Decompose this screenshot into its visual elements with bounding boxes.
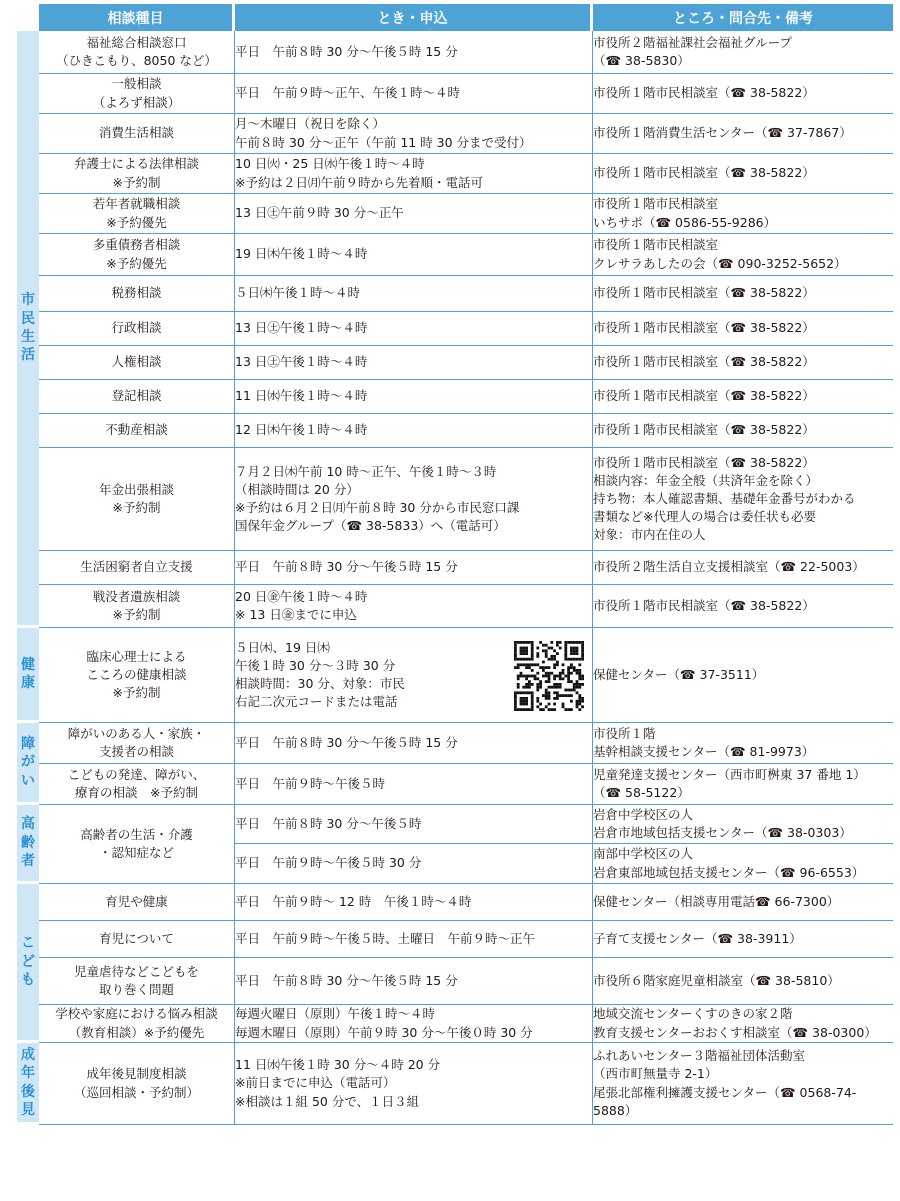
text-line: 市役所１階市民相談室（☎ 38-5822） <box>593 454 815 470</box>
text-line: 療育の相談 ※予約制 <box>75 785 198 800</box>
cell-when <box>235 844 593 884</box>
cell-when <box>235 74 593 114</box>
text-line: ７月２日㈭午前 10 時～正午、午後１時～３時 <box>235 463 497 479</box>
text-line: 11 日㈬午後１時～４時 <box>235 388 368 404</box>
category-shimin-seikatsu <box>17 31 39 628</box>
cell-when <box>235 958 593 1005</box>
cell-where <box>593 448 893 551</box>
header-type: 相談種目 <box>39 4 235 31</box>
cell-where <box>593 723 893 764</box>
text-line: 13 日㊏午後１時～４時 <box>235 354 368 370</box>
cell-consult-type <box>39 114 235 154</box>
category-char: 康 <box>21 675 35 691</box>
cell-where <box>593 414 893 448</box>
cell-when <box>235 805 593 844</box>
text-line: 国保年金グループ（☎ 38-5833）へ（電話可） <box>235 518 506 534</box>
cell-when <box>235 921 593 958</box>
text-line: 学校や家庭における悩み相談 <box>55 1006 218 1022</box>
category-char: ど <box>21 953 35 970</box>
text-line: 障がいのある人・家族・ <box>67 725 206 741</box>
cell-where <box>593 1043 893 1125</box>
text-line: 臨床心理士による <box>86 648 187 664</box>
text-line: いちサポ（☎ 0586-55-9286） <box>593 214 777 230</box>
cell-consult-type <box>39 805 235 884</box>
text-line: 保健センター（☎ 37-3511） <box>593 666 765 682</box>
table-row <box>17 551 893 585</box>
text-line: 市役所２階福祉課社会福祉グループ <box>593 34 793 50</box>
text-line: 平日 午前９時～正午、午後１時～４時 <box>235 85 461 101</box>
text-line: 市役所１階市民相談室（☎ 38-5822） <box>593 422 815 438</box>
cell-consult-type <box>39 448 235 551</box>
text-line: ※予約制 <box>112 685 161 701</box>
text-line: （よろず相談） <box>92 94 181 110</box>
text-line: 市役所１階市民相談室（☎ 38-5822） <box>593 85 815 101</box>
text-line: 児童発達支援センター（西市町桝東 37 番地 1） <box>593 766 866 782</box>
text-line: 平日 午前９時～午後５時 30 分 <box>235 855 422 871</box>
cell-when <box>235 585 593 628</box>
text-line: 不動産相談 <box>105 422 168 438</box>
table-row <box>17 194 893 234</box>
category-char: 障 <box>21 735 35 752</box>
text-line: ※予約優先 <box>106 214 167 230</box>
cell-when <box>235 154 593 194</box>
text-line: 福祉総合相談窓口 <box>86 34 187 50</box>
table-row <box>17 346 893 380</box>
text-line: 市役所１階 <box>593 725 656 741</box>
cell-when <box>235 276 593 312</box>
cell-consult-type <box>39 154 235 194</box>
text-line: 書類など※代理人の場合は委任状も必要 <box>593 509 816 525</box>
header-where: ところ・問合先・備考 <box>593 4 893 31</box>
text-line: ※予約は６月２日㈪午前８時 30 分から市民窓口課 <box>235 500 520 515</box>
qr-code-icon[interactable] <box>514 641 584 711</box>
text-line: ※予約優先 <box>106 255 167 271</box>
cell-consult-type <box>39 74 235 114</box>
category-char: 民 <box>21 310 35 327</box>
text-line: 平日 午前９時～午後５時、土曜日 午前９時～正午 <box>235 930 536 946</box>
cell-where <box>593 154 893 194</box>
text-line: 午前８時 30 分～正午（午前 11 時 30 分まで受付） <box>235 134 532 150</box>
cell-when <box>235 31 593 74</box>
header-row <box>17 4 893 31</box>
table-row <box>17 1043 893 1125</box>
text-line: 成年後見制度相談 <box>86 1066 187 1082</box>
text-line: ※予約制 <box>112 174 161 190</box>
table-row <box>17 276 893 312</box>
cell-where <box>593 31 893 74</box>
table-row <box>17 31 893 74</box>
text-line: 市役所１階市民相談室（☎ 38-5822） <box>593 320 815 336</box>
cell-consult-type <box>39 346 235 380</box>
cell-where <box>593 958 893 1005</box>
cell-when <box>235 1043 593 1125</box>
cell-where <box>593 276 893 312</box>
cell-when <box>235 114 593 154</box>
text-line: （教育相談）※予約優先 <box>68 1024 205 1040</box>
cell-when <box>235 234 593 276</box>
category-char: 健 <box>21 656 35 673</box>
text-line: 20 日㊎午後１時～４時 <box>235 588 368 604</box>
text-line: 弁護士による法律相談 <box>73 156 199 172</box>
text-line: 若年者就職相談 <box>92 196 181 212</box>
cell-where <box>593 380 893 414</box>
text-line: 市役所１階市民相談室（☎ 38-5822） <box>593 165 815 181</box>
text-line: 支援者の相談 <box>98 744 174 759</box>
text-line: ※ 13 日㊎までに申込 <box>235 607 357 622</box>
cell-where <box>593 346 893 380</box>
category-char: 活 <box>21 347 35 364</box>
text-line: （ひきこもり、8050 など） <box>56 53 217 68</box>
text-line: 市役所２階生活自立支援相談室（☎ 22-5003） <box>593 559 865 575</box>
cell-consult-type <box>39 958 235 1005</box>
cell-consult-type <box>39 764 235 805</box>
text-line: 市役所１階市民相談室（☎ 38-5822） <box>593 388 815 404</box>
text-line: 保健センター（相談専用電話☎ 66-7300） <box>593 893 840 909</box>
cell-where <box>593 805 893 844</box>
cell-where <box>593 234 893 276</box>
text-line: 平日 午前８時 30 分～午後５時 15 分 <box>235 734 458 750</box>
text-line: 行政相談 <box>111 320 162 336</box>
text-line: 相談内容：年金全般（共済年金を除く） <box>593 472 819 488</box>
text-line: 市役所１階市民相談室（☎ 38-5822） <box>593 285 815 301</box>
text-line: ５日㈭、19 日㈭ <box>235 639 330 655</box>
text-line: 平日 午前８時 30 分～午後５時 <box>235 815 422 831</box>
text-line: 年金出張相談 <box>98 481 174 497</box>
cell-where <box>593 585 893 628</box>
cell-when <box>235 312 593 346</box>
text-line: （相談時間は 20 分） <box>235 481 359 497</box>
table-row <box>17 723 893 764</box>
table-row <box>17 234 893 276</box>
text-line: ５日㈭午後１時～４時 <box>235 285 361 301</box>
cell-when <box>235 1005 593 1043</box>
cell-when <box>235 414 593 448</box>
text-line: 相談時間：30 分、対象：市民 <box>235 676 405 691</box>
category-koreisha <box>17 805 39 884</box>
text-line: 10 日㈫・25 日㈬午後１時～４時 <box>235 156 425 172</box>
category-char: 齢 <box>21 834 35 851</box>
text-line: ※予約制 <box>112 500 161 515</box>
table-row <box>17 414 893 448</box>
cell-when <box>235 448 593 551</box>
cell-consult-type <box>39 723 235 764</box>
table-row <box>17 312 893 346</box>
text-line: 平日 午前８時 30 分～午後５時 15 分 <box>235 972 458 988</box>
cell-when <box>235 884 593 921</box>
text-line: 持ち物：本人確認書類、基礎年金番号がわかる <box>593 490 856 506</box>
text-line: 市役所１階市民相談室（☎ 38-5822） <box>593 354 815 370</box>
cell-consult-type <box>39 31 235 74</box>
text-line: 午後１時 30 分～３時 30 分 <box>235 657 396 673</box>
text-line: 岩倉東部地域包括支援センター（☎ 96-6553） <box>593 864 865 880</box>
table-row <box>17 448 893 551</box>
table-row <box>17 154 893 194</box>
text-line: こどもの発達、障がい、 <box>67 766 206 782</box>
text-line: 11 日㈬午後１時 30 分～４時 20 分 <box>235 1057 441 1073</box>
table-row <box>17 958 893 1005</box>
category-char: が <box>21 754 35 771</box>
text-line: （巡回相談・予約制） <box>73 1084 199 1100</box>
cell-consult-type <box>39 380 235 414</box>
table-row <box>17 805 893 844</box>
cell-where <box>593 1005 893 1043</box>
text-line: 岩倉中学校区の人 <box>593 806 694 822</box>
cell-where <box>593 312 893 346</box>
text-line: 毎週火曜日（原則）午後１時～４時 <box>235 1006 436 1022</box>
text-line: ふれあいセンター３階福祉団体活動室 <box>593 1048 806 1064</box>
cell-when <box>235 194 593 234</box>
text-line: 右記二次元コードまたは電話 <box>235 694 398 710</box>
category-char: 市 <box>21 292 35 309</box>
text-line: クレサラあしたの会（☎ 090-3252-5652） <box>593 255 847 271</box>
text-line: 毎週木曜日（原則）午前９時 30 分～午後０時 30 分 <box>235 1024 533 1040</box>
cell-where <box>593 114 893 154</box>
cell-when <box>235 628 593 723</box>
category-char: 後 <box>21 1083 35 1100</box>
category-char: こ <box>21 935 35 952</box>
text-line: こころの健康相談 <box>86 666 187 682</box>
header-blank <box>17 4 39 31</box>
table-row <box>17 764 893 805</box>
category-char: も <box>21 972 35 989</box>
text-line: 平日 午前９時～午後５時 <box>235 775 386 791</box>
text-line: 19 日㈭午後１時～４時 <box>235 246 368 262</box>
text-line: 子育て支援センター（☎ 38-3911） <box>593 930 802 946</box>
text-line: 育児や健康 <box>105 893 168 909</box>
text-line: ※相談は１組 50 分で、１日３組 <box>235 1093 420 1109</box>
cell-where <box>593 628 893 723</box>
text-line: 市役所１階市民相談室 <box>593 237 719 253</box>
text-line: 市役所１階消費生活センター（☎ 37-7867） <box>593 125 852 141</box>
category-char: 年 <box>21 1065 35 1082</box>
text-line: 市役所１階市民相談室（☎ 38-5822） <box>593 597 815 613</box>
text-line: （☎ 58-5122） <box>593 785 690 800</box>
text-line: 教育支援センターおおくす相談室（☎ 38-0300） <box>593 1024 877 1040</box>
text-line: 13 日㊏午後１時～４時 <box>235 320 368 336</box>
cell-where <box>593 74 893 114</box>
cell-where <box>593 921 893 958</box>
category-char: 者 <box>21 853 35 870</box>
cell-consult-type <box>39 1005 235 1043</box>
text-line: （西市町無量寺 2-1） <box>593 1066 718 1082</box>
category-char: 高 <box>21 816 35 833</box>
table-body <box>17 31 893 1125</box>
text-line: 一般相談 <box>111 76 162 92</box>
text-line: 取り巻く問題 <box>98 982 174 997</box>
text-line: 地域交流センターくすのきの家２階 <box>593 1006 793 1022</box>
table-row <box>17 380 893 414</box>
cell-where <box>593 884 893 921</box>
consultation-table <box>17 4 893 1125</box>
cell-when <box>235 346 593 380</box>
text-line: 基幹相談支援センター（☎ 81-9973） <box>593 744 815 759</box>
text-line: 13 日㊏午前９時 30 分～正午 <box>235 205 404 221</box>
cell-where <box>593 194 893 234</box>
category-kodomo <box>17 884 39 1043</box>
text-line: 育児について <box>99 930 174 946</box>
cell-consult-type <box>39 551 235 585</box>
category-char: い <box>21 772 35 789</box>
text-line: 市役所６階家庭児童相談室（☎ 38-5810） <box>593 972 840 988</box>
cell-where <box>593 551 893 585</box>
text-line: 対象：市内在住の人 <box>593 527 706 543</box>
cell-consult-type <box>39 1043 235 1125</box>
cell-consult-type <box>39 234 235 276</box>
text-line: 多重債務者相談 <box>92 237 181 253</box>
category-char: 見 <box>21 1101 35 1118</box>
table-row <box>17 921 893 958</box>
table-row <box>17 74 893 114</box>
cell-consult-type <box>39 921 235 958</box>
table-row <box>17 628 893 723</box>
cell-when <box>235 764 593 805</box>
category-seinen-kouken <box>17 1043 39 1125</box>
cell-consult-type <box>39 585 235 628</box>
cell-consult-type <box>39 414 235 448</box>
cell-consult-type <box>39 276 235 312</box>
text-line: 尾張北部権利擁護支援センター（☎ 0568-74-5888） <box>593 1084 857 1118</box>
cell-when <box>235 551 593 585</box>
text-line: 消費生活相談 <box>98 125 174 141</box>
text-line: 登記相談 <box>111 388 162 404</box>
cell-consult-type <box>39 884 235 921</box>
text-line: 南部中学校区の人 <box>593 846 694 862</box>
text-line: 平日 午前９時～ 12 時 午後１時～４時 <box>235 893 472 909</box>
category-shogai <box>17 723 39 805</box>
when-with-qr <box>235 639 592 712</box>
text-line: ・認知症など <box>98 845 174 860</box>
text-line: 高齢者の生活・介護 <box>80 826 193 842</box>
category-char: 生 <box>21 329 35 345</box>
text-line: ※前日までに申込（電話可） <box>235 1075 396 1091</box>
text-line: 平日 午前８時 30 分～午後５時 15 分 <box>235 559 458 575</box>
text-line: 戦没者遺族相談 <box>92 588 181 604</box>
cell-consult-type <box>39 312 235 346</box>
cell-where <box>593 844 893 884</box>
text-line: 12 日㈭午後１時～４時 <box>235 422 368 438</box>
header-when: とき・申込 <box>235 4 593 31</box>
table-row <box>17 884 893 921</box>
text-line: （☎ 38-5830） <box>593 53 690 68</box>
category-char: 成 <box>21 1046 35 1063</box>
text-line: 生活困窮者自立支援 <box>80 559 193 575</box>
text-line: ※予約制 <box>112 607 161 622</box>
text-line: 税務相談 <box>111 285 162 301</box>
table-row <box>17 585 893 628</box>
cell-consult-type <box>39 194 235 234</box>
text-line: 市役所１階市民相談室 <box>593 196 719 212</box>
text-line: ※予約は２日㈪午前９時から先着順・電話可 <box>235 174 483 190</box>
text-line: 月～木曜日（祝日を除く） <box>235 116 386 132</box>
cell-when <box>235 380 593 414</box>
text-line: 岩倉市地域包括支援センター（☎ 38-0303） <box>593 825 852 840</box>
table-row <box>17 1005 893 1043</box>
category-kenko <box>17 628 39 723</box>
cell-where <box>593 764 893 805</box>
text-line: 児童虐待などこどもを <box>73 963 199 979</box>
cell-consult-type <box>39 628 235 723</box>
text-line: 人権相談 <box>111 354 162 370</box>
cell-when <box>235 723 593 764</box>
text-line: 平日 午前８時 30 分～午後５時 15 分 <box>235 43 458 59</box>
table-row <box>17 114 893 154</box>
